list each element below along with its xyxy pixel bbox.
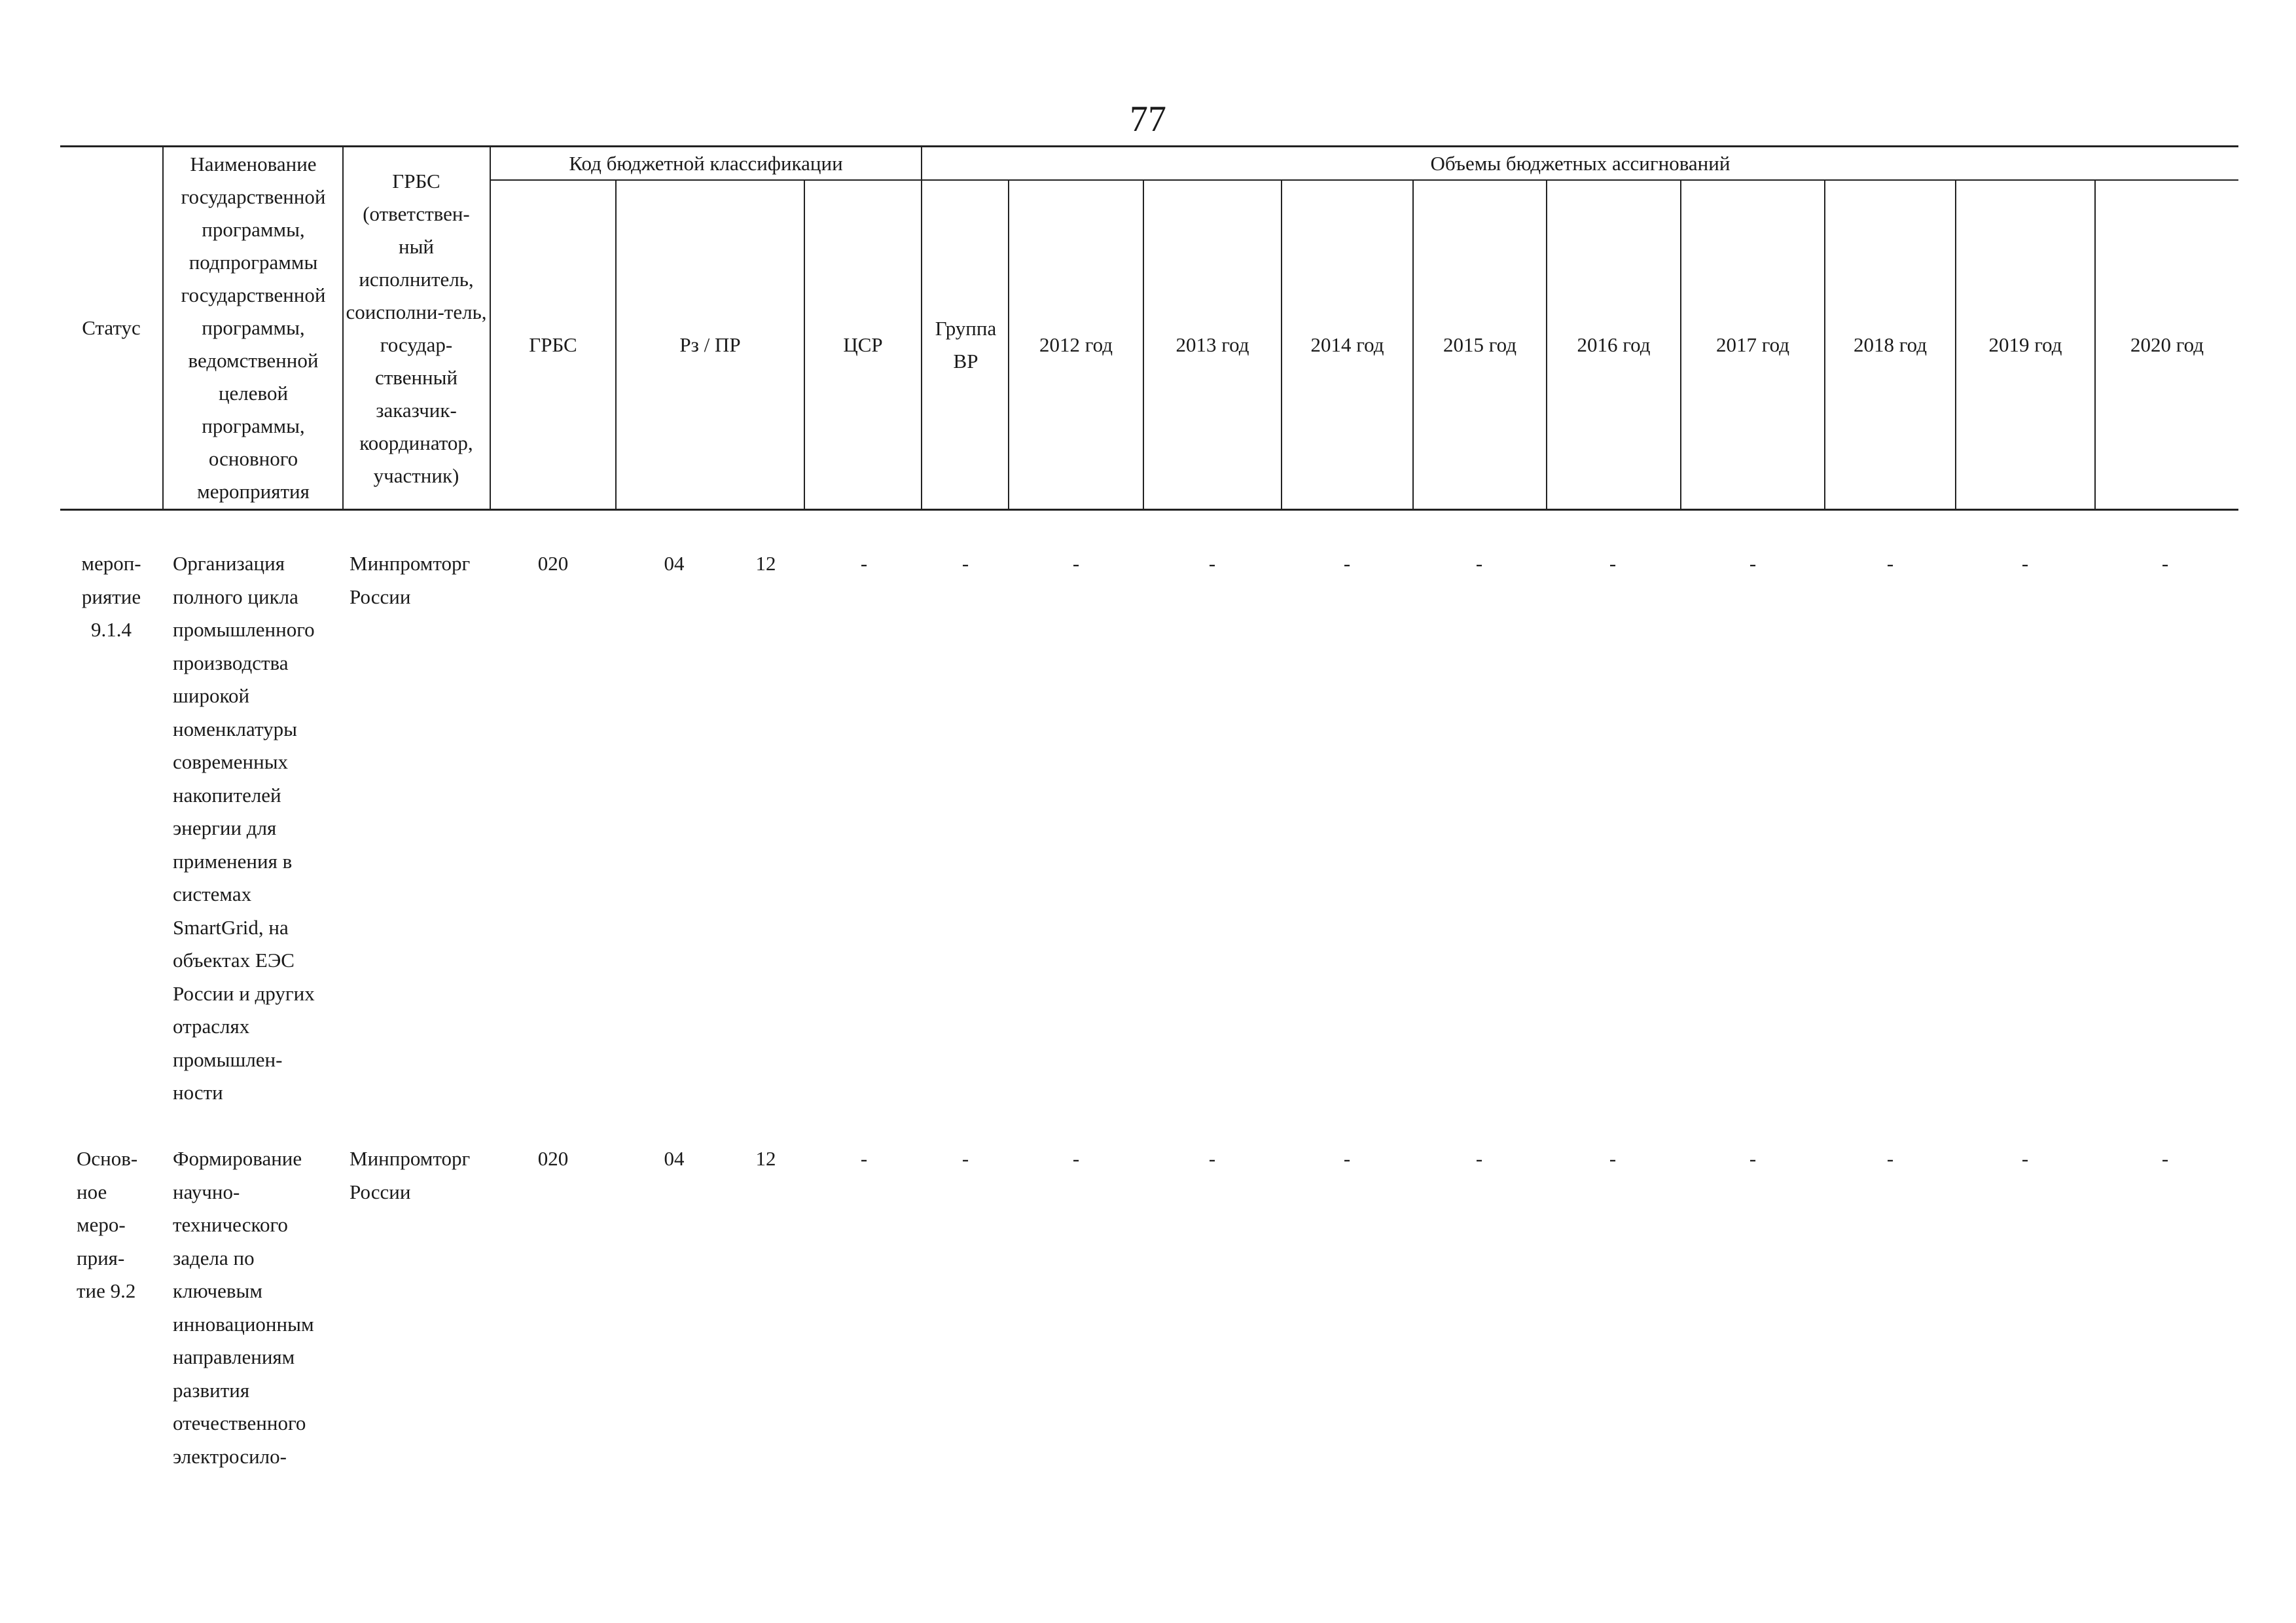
header-year-2014: 2014 год: [1310, 333, 1384, 356]
header-grbs: ГРБС: [529, 333, 577, 356]
header-year-2012: 2012 год: [1039, 333, 1113, 356]
row-csr: -: [860, 1147, 868, 1170]
col-divider: [921, 147, 922, 509]
row-value-2012: -: [1072, 552, 1080, 575]
row-grbs: 020: [537, 552, 569, 575]
row-rz: 04: [664, 552, 685, 575]
row-value-2013: -: [1208, 552, 1216, 575]
header-year-2020: 2020 год: [2130, 333, 2204, 356]
row-value-2016: -: [1609, 552, 1617, 575]
row-value-2014: -: [1343, 552, 1351, 575]
row-value-2014: -: [1343, 1147, 1351, 1170]
row-status: мероп- риятие 9.1.4: [81, 552, 141, 641]
row-value-2018: -: [1886, 1147, 1894, 1170]
col-divider: [162, 147, 164, 509]
header-status: Статус: [82, 316, 141, 339]
row-value-2013: -: [1208, 1147, 1216, 1170]
row-value-2012: -: [1072, 1147, 1080, 1170]
page-number: 77: [1130, 99, 1166, 139]
header-csr: ЦСР: [843, 333, 883, 356]
row-program-name: Формирование научно- технического задела по ключевым инновационным направлениям развития отечественного электросило-: [173, 1147, 314, 1468]
row-value-2017: -: [1749, 552, 1757, 575]
header-rz-pr: Рз / ПР: [679, 333, 741, 356]
header-bottom-rule: [60, 509, 2238, 511]
row-value-2015: -: [1475, 552, 1483, 575]
row-grbs: 020: [537, 1147, 569, 1170]
table-top-rule: [60, 145, 2238, 147]
col-divider: [342, 147, 344, 509]
row-pr: 12: [755, 552, 776, 575]
header-budget-code-group: Код бюджетной классификации: [569, 152, 843, 175]
header-year-2013: 2013 год: [1175, 333, 1249, 356]
row-value-2019: -: [2021, 552, 2029, 575]
row-value-2016: -: [1609, 1147, 1617, 1170]
row-value-2018: -: [1886, 552, 1894, 575]
row-program-name: Организация полного цикла промышленного производства широкой номенклатуры современных накопителей энергии для применения в системах SmartGrid, на объектах ЕЭС России и других отраслях промышлен- ности: [173, 552, 315, 1104]
header-program-name: Наименование государственной программы, подпрограммы государственной программы, ведомственной целевой программы, основного мероприятия: [181, 152, 326, 503]
row-status: Основ- ное меро- прия- тие 9.2: [77, 1147, 138, 1302]
header-year-2015: 2015 год: [1443, 333, 1517, 356]
row-value-2019: -: [2021, 1147, 2029, 1170]
row-vr: -: [961, 552, 969, 575]
header-year-2017: 2017 год: [1715, 333, 1790, 356]
header-year-2018: 2018 год: [1853, 333, 1928, 356]
header-year-2019: 2019 год: [1988, 333, 2062, 356]
row-rz: 04: [664, 1147, 685, 1170]
row-pr: 12: [755, 1147, 776, 1170]
header-budget-volumes-group: Объемы бюджетных ассигнований: [1430, 152, 1731, 175]
row-executor: Минпромторг России: [350, 1147, 471, 1203]
header-year-2016: 2016 год: [1577, 333, 1651, 356]
row-value-2017: -: [1749, 1147, 1757, 1170]
row-vr: -: [961, 1147, 969, 1170]
header-vr-group: Группа ВР: [935, 316, 997, 373]
row-csr: -: [860, 552, 868, 575]
row-executor: Минпромторг России: [350, 552, 471, 608]
row-value-2020: -: [2161, 1147, 2169, 1170]
row-value-2020: -: [2161, 552, 2169, 575]
header-grbs-executor: ГРБС (ответствен-ный исполнитель, соисполни-тель, государ-ственный заказчик-координатор, участник): [346, 170, 487, 487]
row-value-2015: -: [1475, 1147, 1483, 1170]
